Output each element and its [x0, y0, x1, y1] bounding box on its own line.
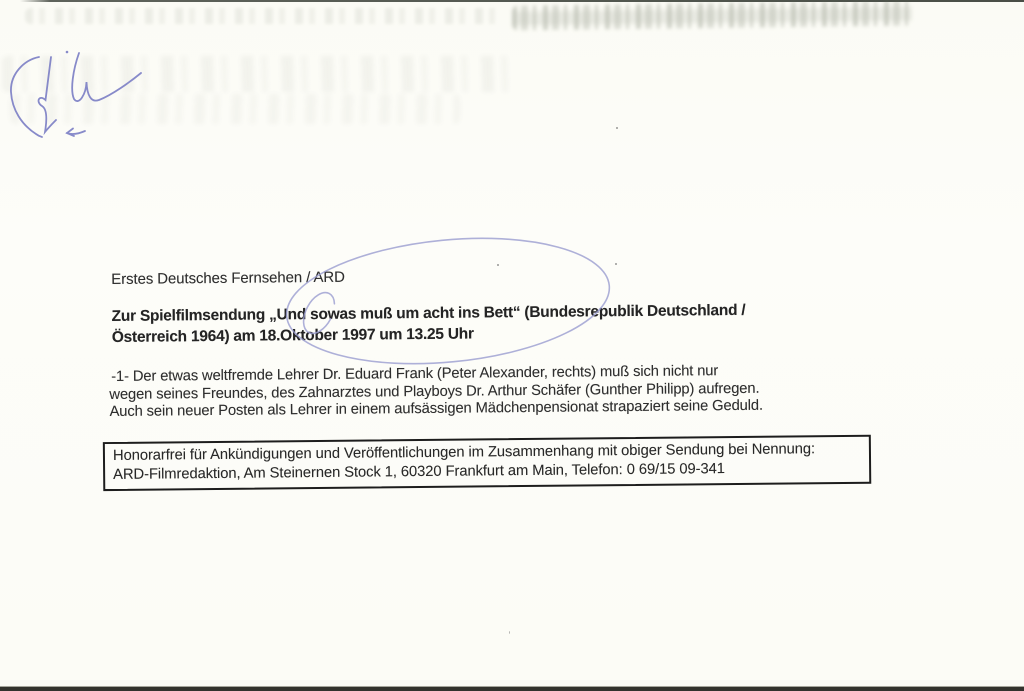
notice-line-1: Honorarfrei für Ankündigungen und Veröffentlichungen im Zusammenhang mit obiger Sendung bei Nennung: [112, 441, 816, 464]
caption-line-1: -1- Der etwas weltfremde Lehrer Dr. Eduard Frank (Peter Alexander, rechts) muß sich nicht nur [111, 363, 719, 385]
notice-line-2: ARD-Filmredaktion, Am Steinernen Stock 1, 60320 Frankfurt am Main, Telefon: 0 69/15 09-341 [113, 461, 725, 483]
caption-line-2: wegen seines Freundes, des Zahnarztes und Playboys Dr. Arthur Schäfer (Gunther Philipp) aufregen. [109, 380, 760, 404]
station-line: Erstes Deutsches Fernsehen / ARD [111, 268, 345, 288]
title-line-2: Österreich 1964) am 18.Oktober 1997 um 13.25 Uhr [111, 325, 474, 346]
caption-line-3: Auch sein neuer Posten als Lehrer in einem aufsässigen Mädchenpensionat strapaziert seine Geduld. [109, 397, 763, 421]
title-line-1: Zur Spielfilmsendung „Und sowas muß um acht ins Bett“ (Bundesrepublik Deutschland / [111, 301, 746, 325]
honorarfrei-notice-box [103, 435, 871, 491]
